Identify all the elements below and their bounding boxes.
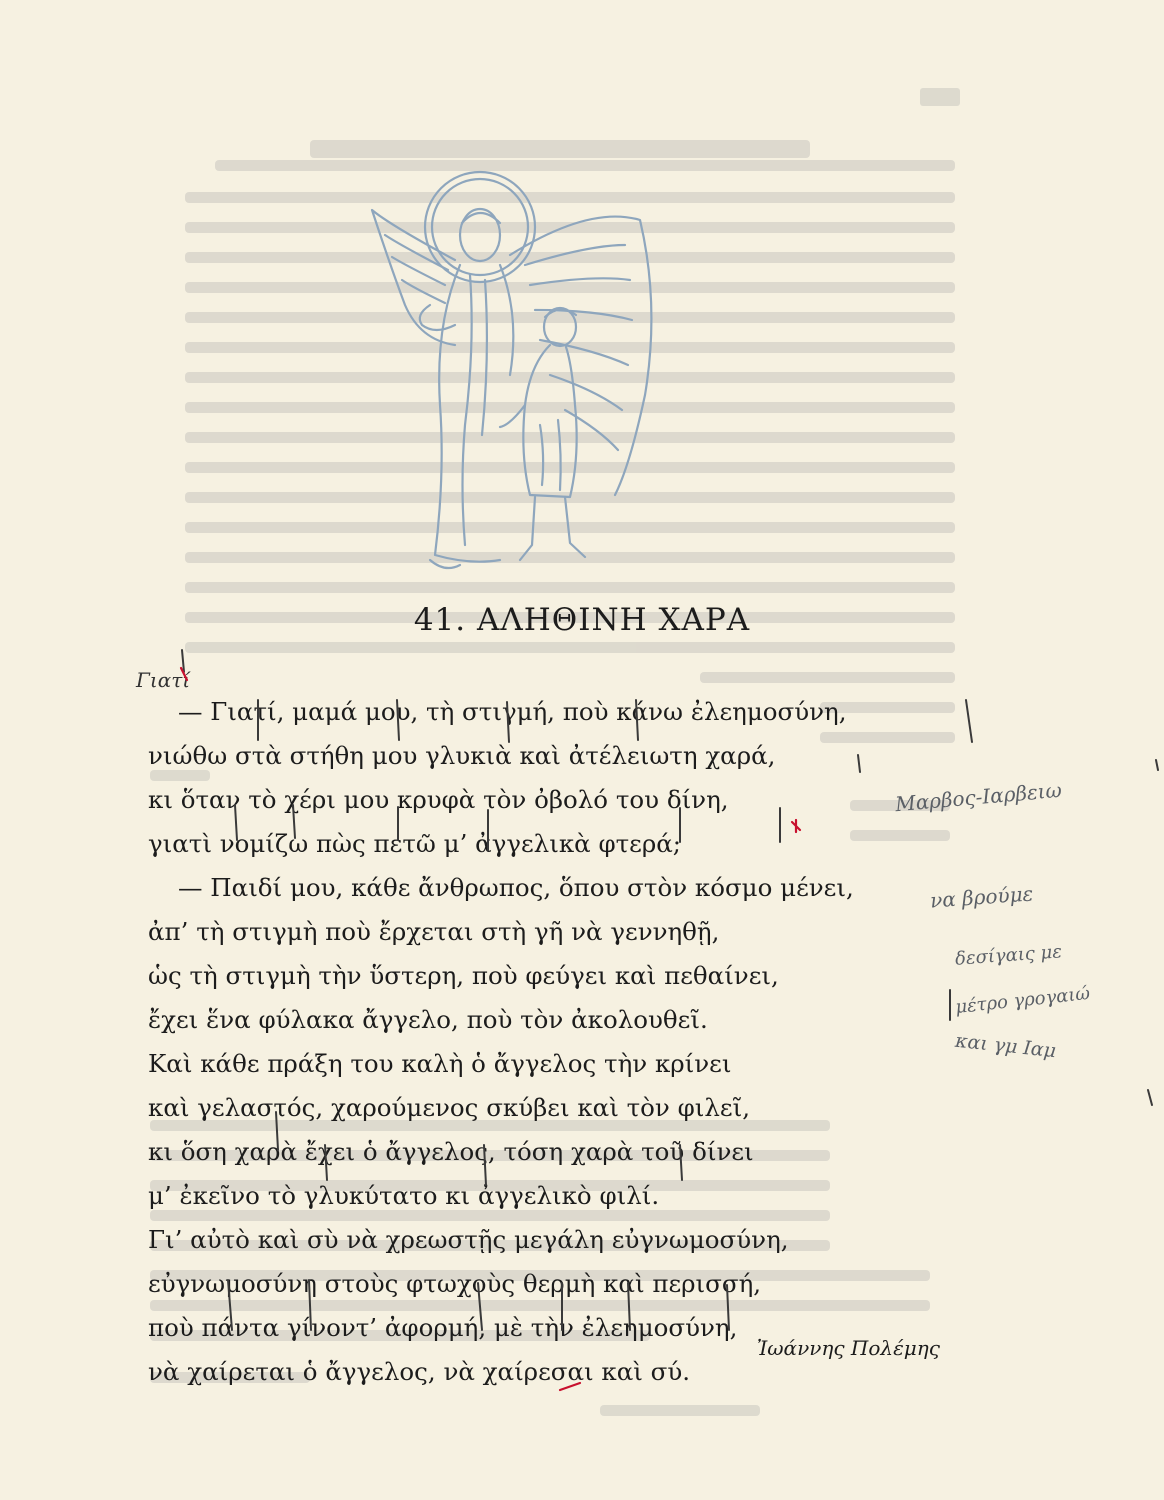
poem-line: Γι’ αὐτὸ καὶ σὺ νὰ χρεωστῇς μεγάλη εὐγνωμοσύνη, — [148, 1225, 789, 1254]
poem-line: — Παιδί μου, κάθε ἄνθρωπος, ὅπου στὸν κόσμο μένει, — [178, 873, 854, 902]
poem-line: νιώθω στὰ στήθη μου γλυκιὰ καὶ ἀτέλειωτη χαρά, — [148, 741, 776, 770]
handwritten-note: μέτρο γρογαιώ — [954, 982, 1092, 1019]
poem-line: κι ὅταν τὸ χέρι μου κρυφὰ τὸν ὀβολό του δίνη, — [148, 785, 729, 814]
poem-line: Καὶ κάθε πράξη του καλὴ ὁ ἄγγελος τὴν κρίνει — [148, 1049, 732, 1078]
handwritten-note: και γμ Ιαμ — [954, 1029, 1058, 1063]
poem-title: 41. ΑΛΗΘΙΝΗ ΧΑΡΑ — [413, 602, 751, 638]
poem-line: ἔχει ἕνα φύλακα ἄγγελο, ποὺ τὸν ἀκολουθεῖ. — [148, 1005, 708, 1034]
poem-line: — Γιατί, μαμά μου, τὴ στιγμή, ποὺ κάνω ἐλεημοσύνη, — [178, 697, 847, 726]
author-signature: Ἰωάννης Πολέμης — [756, 1336, 940, 1360]
handwritten-note-left: Γιατί — [136, 668, 191, 692]
poem-line: εὐγνωμοσύνη στοὺς φτωχοὺς θερμὴ καὶ περισσή, — [148, 1269, 762, 1298]
poem-line: κι ὅση χαρὰ ἔχει ὁ ἄγγελος, τόση χαρὰ τοῦ δίνει — [148, 1137, 754, 1166]
poem-line: καὶ γελαστός, χαρούμενος σκύβει καὶ τὸν φιλεῖ, — [148, 1093, 750, 1122]
poem-line: ἀπ’ τὴ στιγμὴ ποὺ ἔρχεται στὴ γῆ νὰ γεννηθῇ, — [148, 917, 720, 946]
poem-line: ὡς τὴ στιγμὴ τὴν ὕστερη, ποὺ φεύγει καὶ πεθαίνει, — [148, 961, 779, 990]
angel-illustration — [360, 165, 670, 585]
handwritten-note: να βρούμε — [929, 881, 1034, 913]
poem-line: γιατὶ νομίζω πὼς πετῶ μ’ ἀγγελικὰ φτερά; — [148, 829, 682, 858]
poem-line: νὰ χαίρεται ὁ ἄγγελος, νὰ χαίρεσαι καὶ σύ. — [148, 1357, 691, 1386]
poem-line: ποὺ πάντα γίνοντ’ ἀφορμή, μὲ τὴν ἐλεημοσύνη, — [148, 1313, 738, 1342]
handwritten-note: Μαρβος-Ιαρβειω — [894, 777, 1063, 817]
poem-line: μ’ ἐκεῖνο τὸ γλυκύτατο κι ἀγγελικὸ φιλί. — [148, 1181, 660, 1210]
handwritten-note: δεσίγαις με — [954, 941, 1063, 970]
poem-body — [148, 690, 998, 1394]
